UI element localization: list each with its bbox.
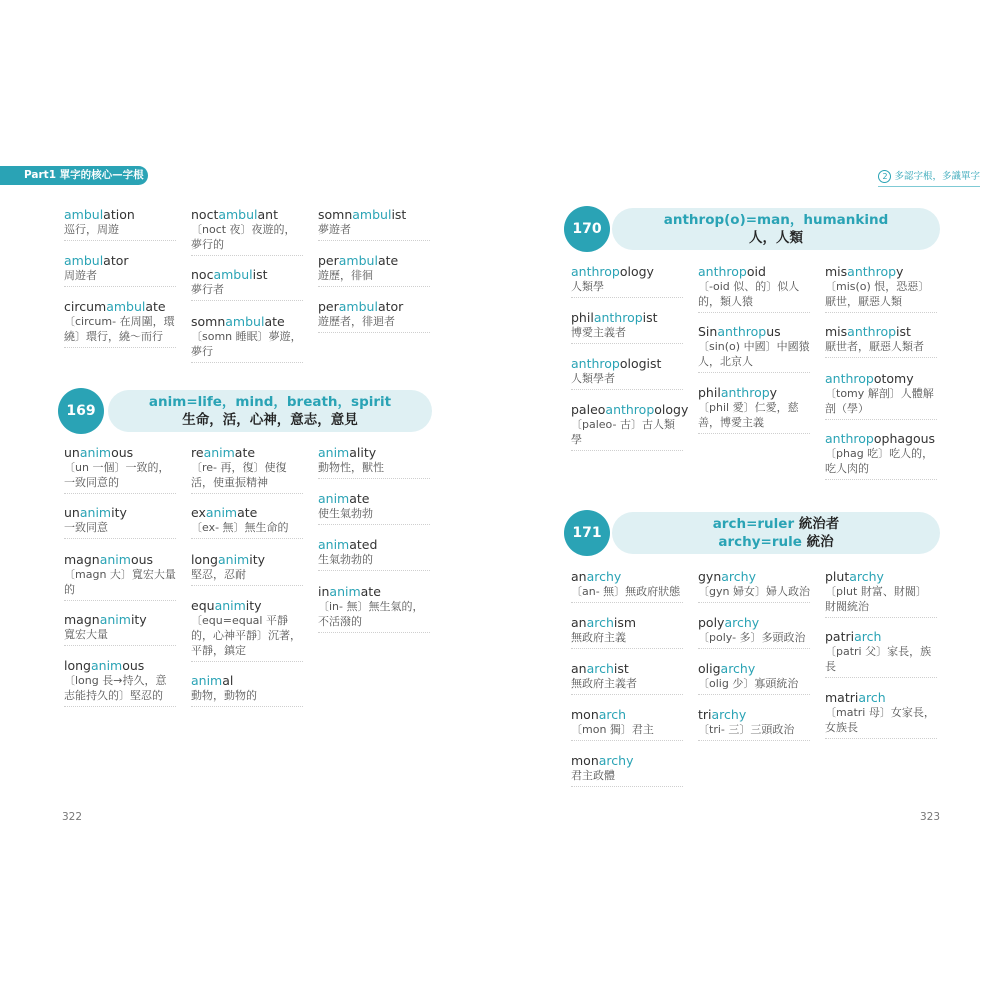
- section-171-banner: [612, 512, 940, 554]
- word-entry: [191, 673, 303, 707]
- word-entry: [571, 615, 683, 649]
- word: philanthropy: [698, 385, 778, 400]
- section-subtitle: archy=rule 統治: [718, 534, 834, 550]
- word: animate: [318, 491, 370, 506]
- word-definition: 〔phag 吃〕吃人的，吃人肉的: [825, 447, 934, 475]
- word-definition: 夢行者: [191, 283, 224, 296]
- word-entry: [698, 707, 810, 741]
- word: anthropology: [571, 264, 654, 279]
- word-entry: [825, 431, 937, 480]
- word-entry: [191, 598, 303, 662]
- word-entry: [571, 753, 683, 787]
- word-entry: [698, 385, 810, 434]
- word-definition: 無政府主義: [571, 631, 626, 644]
- word: somnambulist: [318, 207, 407, 222]
- word: monarchy: [571, 753, 634, 768]
- word-definition: 〔tri- 三〕三頭政治: [698, 723, 795, 736]
- section-title: anim=life，mind，breath，spirit: [148, 394, 392, 410]
- word-definition: 夢遊者: [318, 223, 351, 236]
- word-entry: [64, 612, 176, 646]
- word: anarchy: [571, 569, 622, 584]
- word-definition: 遊歷，徘徊: [318, 269, 373, 282]
- section-number-badge: 170: [564, 206, 610, 252]
- section-title: arch=ruler 統治者: [712, 516, 840, 532]
- word-entry: [191, 552, 303, 586]
- word: philanthropist: [571, 310, 658, 325]
- word: anarchism: [571, 615, 637, 630]
- word: gynarchy: [698, 569, 756, 584]
- word-entry: [698, 661, 810, 695]
- word: misanthropy: [825, 264, 904, 279]
- word: polyarchy: [698, 615, 760, 630]
- section-number-badge: 169: [58, 388, 104, 434]
- word-entry: [64, 299, 176, 348]
- word-entry: [64, 253, 176, 287]
- word: animal: [191, 673, 234, 688]
- section-169-banner: [108, 390, 432, 432]
- word-entry: [191, 267, 303, 301]
- word-entry: [318, 537, 430, 571]
- word-definition: 〔olig 少〕寡頭統治: [698, 677, 799, 690]
- page-number-left: 322: [62, 811, 83, 823]
- word-entry: [698, 264, 810, 313]
- word: perambulate: [318, 253, 399, 268]
- word: oligarchy: [698, 661, 756, 676]
- word-definition: 〔an- 無〕無政府狀態: [571, 585, 681, 598]
- word: paleoanthropology: [571, 402, 689, 417]
- word-definition: 〔patri 父〕家長，族長: [825, 645, 932, 673]
- word-definition: 〔un 一個〕一致的，一致同意的: [64, 461, 170, 489]
- word: magnanimous: [64, 552, 154, 567]
- word-entry: [318, 445, 430, 479]
- section-header-label: 多認字根，多識單字: [894, 171, 980, 182]
- word: magnanimity: [64, 612, 147, 627]
- word-entry: [64, 445, 176, 494]
- word-definition: 人類學: [571, 280, 604, 293]
- word-entry: [191, 207, 303, 256]
- word-definition: 〔poly- 多〕多頭政治: [698, 631, 806, 644]
- word-definition: 〔mis(o) 恨，恐惡〕厭世，厭惡人類: [825, 280, 930, 308]
- word: monarch: [571, 707, 627, 722]
- part-label-tab: Part1 單字的核心—字根: [0, 166, 148, 185]
- word-definition: 〔re- 再，復〕使復活，使重振精神: [191, 461, 287, 489]
- word-entry: [571, 707, 683, 741]
- word-definition: 使生氣勃勃: [318, 507, 373, 520]
- word-entry: [825, 324, 937, 358]
- word-entry: [571, 356, 683, 390]
- word-definition: 〔mon 獨〕君主: [571, 723, 654, 736]
- word-definition: 寬宏大量: [64, 628, 108, 641]
- word-entry: [698, 324, 810, 373]
- word-entry: [825, 690, 937, 739]
- word-definition: 堅忍，忍耐: [191, 568, 246, 581]
- section-title: anthrop(o)=man，humankind: [663, 212, 889, 228]
- word-definition: 〔circum- 在周圍，環繞〕環行，繞～而行: [64, 315, 175, 343]
- word: plutarchy: [825, 569, 884, 584]
- word-definition: 〔matri 母〕女家長，女族長: [825, 706, 935, 734]
- word-definition: 巡行，周遊: [64, 223, 119, 236]
- word: anthropologist: [571, 356, 662, 371]
- word: unanimous: [64, 445, 134, 460]
- word-definition: 〔-oid 似、的〕似人的，類人猿: [698, 280, 800, 308]
- word-entry: [64, 505, 176, 539]
- page-number-right: 323: [920, 811, 941, 823]
- word: nocambulist: [191, 267, 268, 282]
- word: somnambulate: [191, 314, 285, 329]
- section-subtitle: 生命，活，心神，意志，意見: [182, 412, 358, 428]
- word-entry: [825, 264, 937, 313]
- word-entry: [64, 552, 176, 601]
- word-definition: 動物，動物的: [191, 689, 257, 702]
- word-definition: 一致同意: [64, 521, 108, 534]
- word-definition: 〔gyn 婦女〕婦人政治: [698, 585, 810, 598]
- word-definition: 動物性，獸性: [318, 461, 384, 474]
- section-header-right: [878, 168, 980, 187]
- word-entry: [318, 253, 430, 287]
- word-entry: [191, 314, 303, 363]
- word-definition: 〔sin(o) 中國〕中國猿人，北京人: [698, 340, 810, 368]
- word-entry: [318, 299, 430, 333]
- word-definition: 生氣勃勃的: [318, 553, 373, 566]
- word-definition: 遊歷者，徘迴者: [318, 315, 395, 328]
- word-entry: [571, 661, 683, 695]
- word: exanimate: [191, 505, 258, 520]
- word-entry: [571, 310, 683, 344]
- word: animated: [318, 537, 378, 552]
- section-170-banner: [612, 208, 940, 250]
- word: ambulation: [64, 207, 135, 222]
- word: anthropophagous: [825, 431, 936, 446]
- word-definition: 〔magn 大〕寬宏大量的: [64, 568, 176, 596]
- word: circumambulate: [64, 299, 166, 314]
- word-definition: 〔tomy 解剖〕人體解剖（學）: [825, 387, 934, 415]
- word-definition: 厭世者，厭惡人類者: [825, 340, 924, 353]
- word: longanimous: [64, 658, 145, 673]
- word-definition: 人類學者: [571, 372, 615, 385]
- word: Sinanthropus: [698, 324, 781, 339]
- word-entry: [571, 569, 683, 603]
- word-entry: [571, 264, 683, 298]
- word-entry: [318, 584, 430, 633]
- word: animality: [318, 445, 377, 460]
- word-definition: 博愛主義者: [571, 326, 626, 339]
- word-definition: 〔in- 無〕無生氣的，不活潑的: [318, 600, 424, 628]
- word-entry: [64, 658, 176, 707]
- word: equanimity: [191, 598, 262, 613]
- word-entry: [64, 207, 176, 241]
- word-definition: 〔ex- 無〕無生命的: [191, 521, 289, 534]
- word: anthropoid: [698, 264, 766, 279]
- word-definition: 〔phil 愛〕仁愛，慈善，博愛主義: [698, 401, 799, 429]
- word-definition: 〔noct 夜〕夜遊的，夢行的: [191, 223, 296, 251]
- word: patriarch: [825, 629, 882, 644]
- word-entry: [191, 505, 303, 539]
- word: noctambulant: [191, 207, 278, 222]
- word-definition: 〔equ=equal 平靜的，心神平靜〕沉著，平靜，鎮定: [191, 614, 301, 657]
- section-number-circle: 2: [878, 170, 891, 183]
- word-entry: [191, 445, 303, 494]
- word: anarchist: [571, 661, 629, 676]
- word: longanimity: [191, 552, 265, 567]
- word-definition: 無政府主義者: [571, 677, 637, 690]
- word-definition: 〔long 長→持久，意志能持久的〕堅忍的: [64, 674, 167, 702]
- word-definition: 〔plut 財富、財閥〕財閥統治: [825, 585, 927, 613]
- word: inanimate: [318, 584, 381, 599]
- word-definition: 君主政體: [571, 769, 615, 782]
- word-entry: [698, 569, 810, 603]
- word: reanimate: [191, 445, 256, 460]
- word-entry: [318, 207, 430, 241]
- section-number-badge: 171: [564, 510, 610, 556]
- word: matriarch: [825, 690, 886, 705]
- word-entry: [825, 371, 937, 420]
- word-entry: [698, 615, 810, 649]
- word: perambulator: [318, 299, 404, 314]
- word: unanimity: [64, 505, 127, 520]
- word: misanthropist: [825, 324, 911, 339]
- word-entry: [825, 569, 937, 618]
- word: ambulator: [64, 253, 129, 268]
- word: triarchy: [698, 707, 747, 722]
- word-definition: 周遊者: [64, 269, 97, 282]
- word-entry: [825, 629, 937, 678]
- section-subtitle: 人，人類: [749, 230, 803, 246]
- word-definition: 〔paleo- 古〕古人類學: [571, 418, 675, 446]
- word: anthropotomy: [825, 371, 914, 386]
- word-definition: 〔somn 睡眠〕夢遊，夢行: [191, 330, 302, 358]
- word-entry: [571, 402, 689, 451]
- word-entry: [318, 491, 430, 525]
